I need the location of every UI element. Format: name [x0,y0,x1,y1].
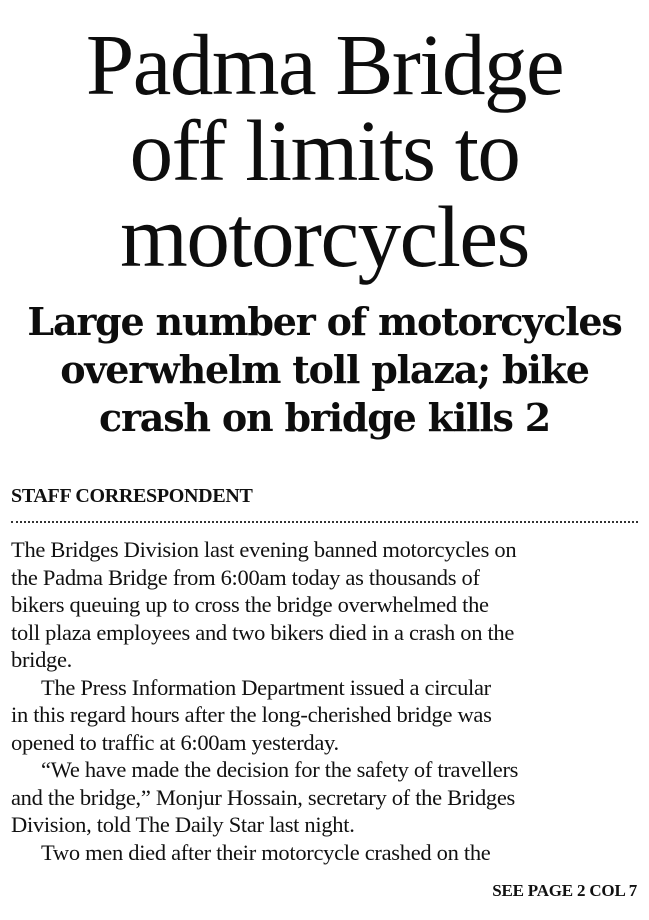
text-line: in this regard hours after the long-cherished bridge was [11,702,492,727]
headline [0,0,649,285]
subheadline-line: crash on bridge kills 2 [99,395,550,440]
text-line: “We have made the decision for the safety of travellers [41,757,519,782]
headline-line: Padma Bridge [85,16,564,113]
text-line: and the bridge,” Monjur Hossain, secretary of the Bridges [11,784,516,810]
article-body [11,536,637,866]
subheadline-line: overwhelm toll plaza; bike [60,347,589,392]
text-line: toll plaza employees and two bikers died in a crash on the [11,619,515,645]
text-line: Division, told The Daily Star last night. [11,812,355,837]
paragraph [11,536,637,674]
jump-reference: SEE PAGE 2 COL 7 [492,881,637,900]
subheadline-line: Large number of motorcycles [27,299,622,344]
headline-line: motorcycles [120,188,529,285]
text-line: bridge. [11,647,73,672]
paragraph [11,756,637,839]
subheadline [0,298,649,442]
text-line: bikers queuing up to cross the bridge overwhelmed the [11,592,489,617]
paragraph [11,839,637,867]
paragraph [11,674,637,757]
headline-line: off limits to [129,102,520,199]
text-line: the Padma Bridge from 6:00am today as thousands of [11,564,480,590]
text-line: Two men died after their motorcycle crashed on the [41,839,491,865]
text-line: The Bridges Division last evening banned motorcycles on [11,537,517,562]
text-line: The Press Information Department issued a circular [41,674,491,700]
byline: STAFF CORRESPONDENT [11,485,253,507]
dotted-divider [11,521,638,523]
text-line: opened to traffic at 6:00am yesterday. [11,729,339,755]
